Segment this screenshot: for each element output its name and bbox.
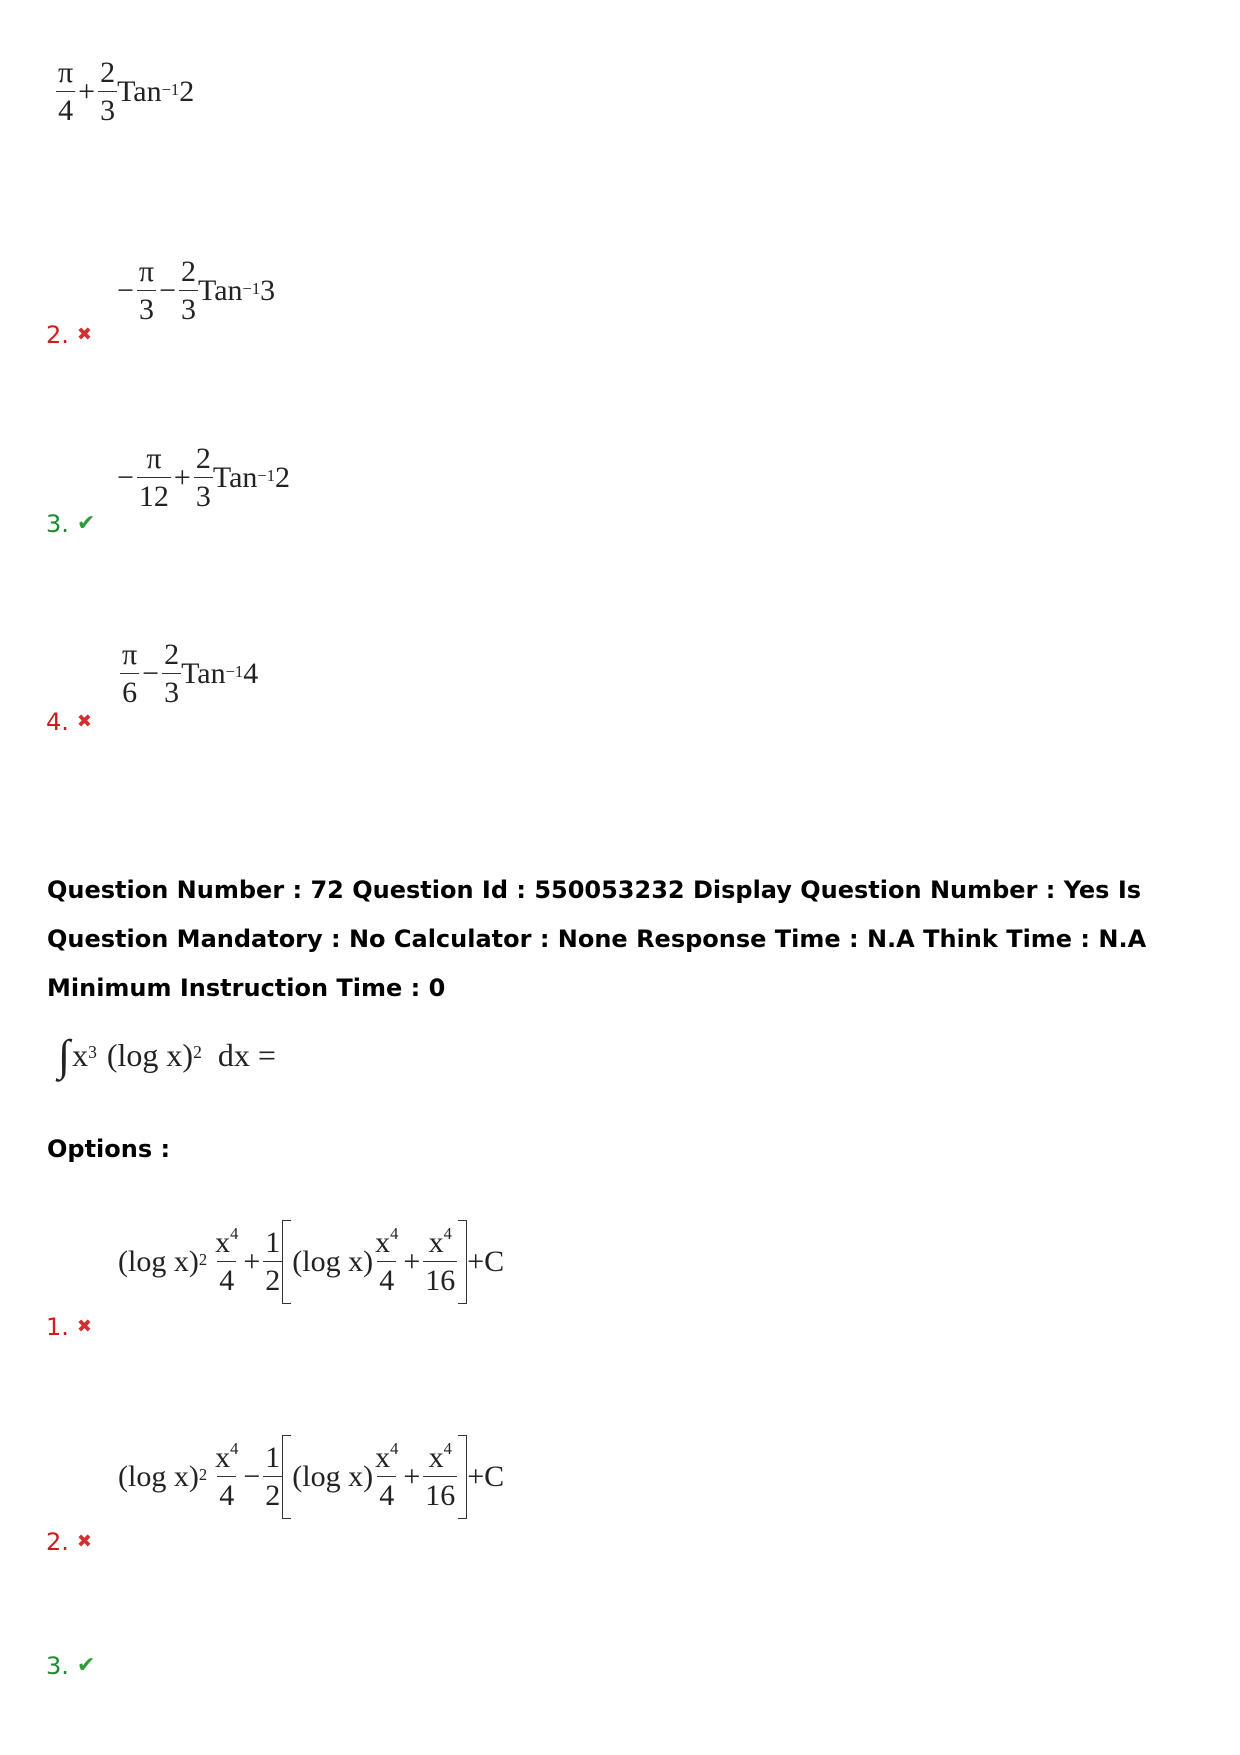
fraction: $\frac{2}{3}$	[181, 255, 196, 326]
fraction: $\frac{\pi}{12}$	[138, 442, 169, 513]
fraction: $\frac{2}{3}$	[195, 442, 211, 513]
option-number: 4. ✖	[46, 708, 92, 736]
question-stem	[58, 1030, 276, 1081]
fraction: $\frac{2}{3}$	[164, 638, 180, 709]
math-expression: $\frac{\pi}{4}$ + $\frac{2}{3}$ Tan −1 2	[58, 56, 195, 127]
fraction: $\frac{\pi}{3}$	[138, 255, 155, 326]
checkmark-icon: ✔	[76, 1653, 96, 1678]
fraction: $\frac{x^4}{16}$	[425, 1438, 456, 1512]
square-bracket-group: (log x) $\frac{x^4}{4}$ + $\frac{x^4}{16}$	[286, 1443, 463, 1511]
fraction: $\frac{\pi}{4}$	[58, 56, 74, 127]
question-metadata: Question Number : 72 Question Id : 550053232 Display Question Number : Yes Is Question Mandatory : No Calculator : None Response Time : N.A Think Time : N.A Minimum Instruction Time : 0	[47, 876, 1147, 1002]
math-expression: $\frac{\pi}{6}$ − $\frac{2}{3}$ Tan −1 4	[122, 638, 259, 709]
fraction: $\frac{1}{2}$	[265, 1441, 281, 1512]
option-number: 1. ✖	[46, 1313, 92, 1341]
math-expression: (log x) 2 $\frac{x^4}{4}$ − $\frac{1}{2}$ (log x) $\frac{x^4}{4}$ + $\frac{x^4}{16}$ +C	[118, 1438, 505, 1512]
math-expression: (log x) 2 $\frac{x^4}{4}$ + $\frac{1}{2}$ (log x) $\frac{x^4}{4}$ + $\frac{x^4}{16}$ +C	[118, 1223, 505, 1297]
cross-icon: ✖	[76, 1531, 92, 1552]
math-expression: ∫ x 3 (log x) 2 dx =	[58, 1031, 276, 1080]
cross-icon: ✖	[76, 324, 92, 345]
option-number: 3. ✔	[46, 1652, 96, 1680]
fraction: $\frac{\pi}{6}$	[122, 638, 138, 709]
fraction: $\frac{x^4}{4}$	[215, 1223, 239, 1297]
math-expression: − $\frac{\pi}{3}$ − $\frac{2}{3}$ Tan −1 3	[117, 255, 276, 326]
math-expression: − $\frac{\pi}{12}$ + $\frac{2}{3}$ Tan −1 2	[117, 442, 290, 513]
prev-option-1	[56, 58, 194, 126]
fraction: $\frac{1}{2}$	[265, 1226, 281, 1297]
fraction: $\frac{x^4}{16}$	[425, 1223, 456, 1297]
fraction: $\frac{2}{3}$	[100, 56, 116, 127]
cross-icon: ✖	[76, 1316, 92, 1337]
fraction: $\frac{x^4}{4}$	[215, 1438, 239, 1512]
options-heading: Options :	[47, 1135, 171, 1163]
checkmark-icon: ✔	[76, 511, 96, 536]
option-number: 2. ✖	[46, 321, 92, 349]
option-number: 3. ✔	[46, 510, 96, 538]
option-number: 2. ✖	[46, 1528, 92, 1556]
square-bracket-group: (log x) $\frac{x^4}{4}$ + $\frac{x^4}{16}$	[286, 1228, 463, 1296]
fraction: $\frac{x^4}{4}$	[375, 1438, 399, 1512]
cross-icon: ✖	[76, 711, 92, 732]
fraction: $\frac{x^4}{4}$	[375, 1223, 399, 1297]
